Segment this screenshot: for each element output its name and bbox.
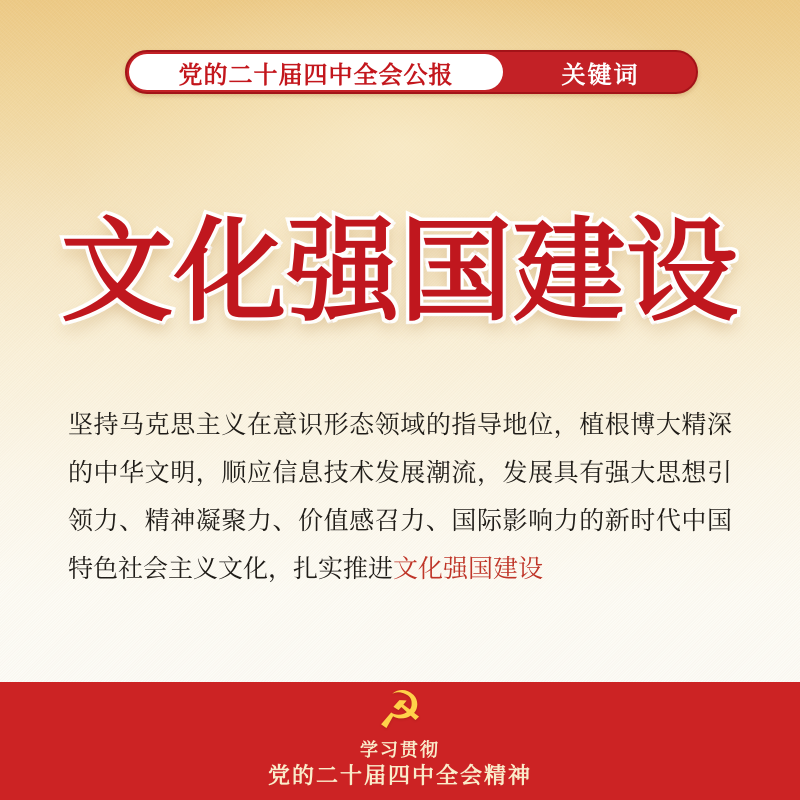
- header-banner: [125, 50, 698, 94]
- body-line-3: 领力、精神凝聚力、价值感召力、国际影响力的新时代中国: [68, 508, 732, 535]
- page-title: 文化强国建设: [61, 209, 739, 334]
- body-line-1: 坚持马克思主义在意识形态领域的指导地位，植根博大精深: [68, 412, 732, 439]
- banner-source-pill: 党的二十届四中全会公报: [129, 54, 503, 90]
- footer-slogan-line2: 党的二十届四中全会精神: [267, 763, 532, 788]
- footer-bar: [0, 682, 800, 800]
- body-line-4: [68, 546, 732, 594]
- footer-slogan-line1: 学习贯彻: [360, 740, 440, 760]
- banner-keyword-label: 关键词: [561, 61, 640, 89]
- body-line-4-plain: 特色社会主义文化，扎实推进: [68, 556, 394, 583]
- body-line-2: 的中华文明，顺应信息技术发展潮流，发展具有强大思想引: [68, 460, 732, 487]
- body-paragraph: [68, 402, 732, 594]
- hammer-and-sickle-icon: ☭: [376, 681, 424, 741]
- body-line-4-highlight: 文化强国建设: [393, 556, 544, 583]
